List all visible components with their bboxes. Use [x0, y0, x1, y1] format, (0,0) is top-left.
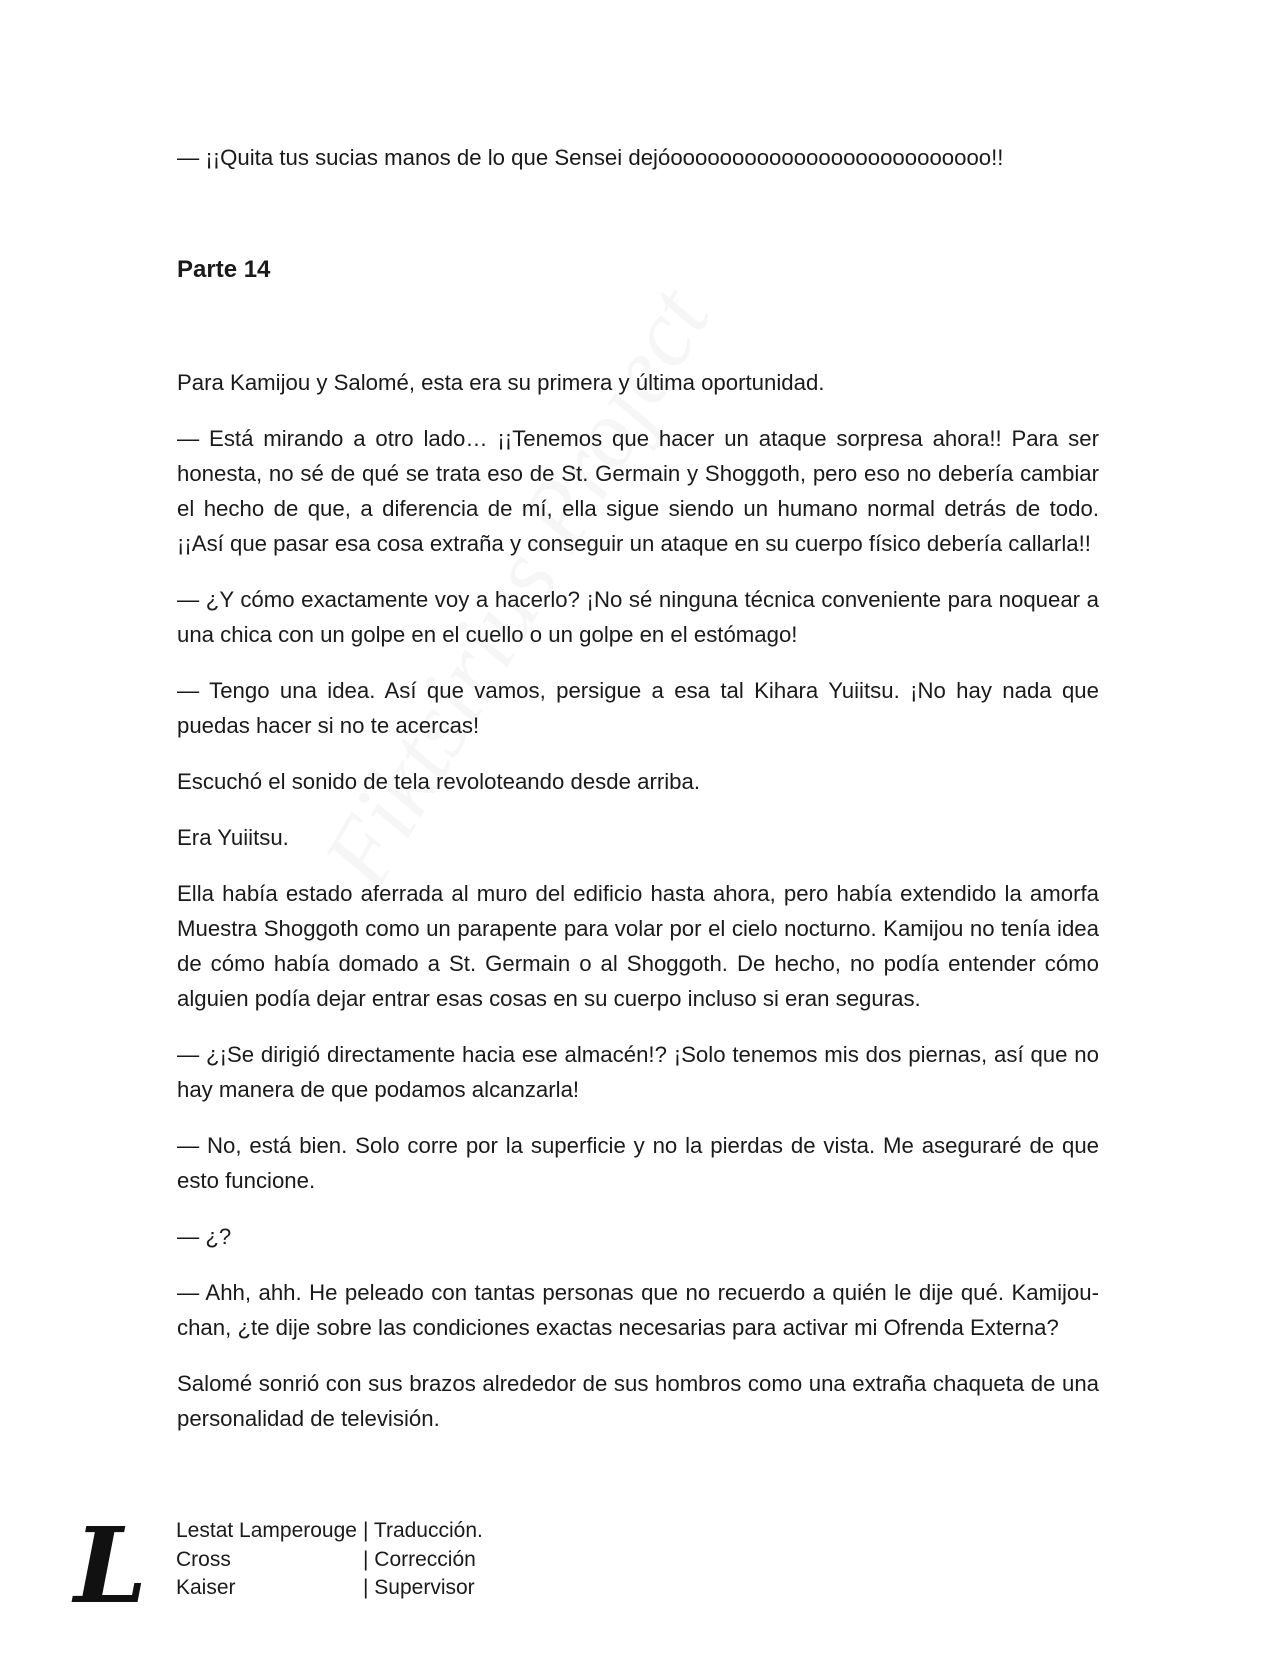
paragraph: Para Kamijou y Salomé, esta era su primera y última oportunidad.: [177, 370, 825, 395]
paragraph: — ¿¡Se dirigió directamente hacia ese almacén!? ¡Solo tenemos mis dos piernas, así que no hay manera de que podamos alcanzarla!: [177, 1042, 1099, 1102]
paragraph: — Está mirando a otro lado… ¡¡Tenemos que hacer un ataque sorpresa ahora!! Para ser honesta, no sé de qué se trata eso de St. Germain y Shoggoth, pero eso no debería cambiar el hecho de que, a diferencia de mí, ella sigue siendo un humano normal detrás de todo. ¡¡Así que pasar esa cosa extraña y conseguir un ataque en su cuerpo físico debería callarla!!: [177, 426, 1099, 556]
paragraph: — ¿Y cómo exactamente voy a hacerlo? ¡No sé ninguna técnica conveniente para noquear a una chica con un golpe en el cuello o un golpe en el estómago!: [177, 587, 1099, 647]
credit-row: [176, 1517, 483, 1546]
credit-name: Kaiser: [176, 1576, 236, 1599]
paragraph: — Tengo una idea. Así que vamos, persigue a esa tal Kihara Yuiitsu. ¡No hay nada que puedas hacer si no te acercas!: [177, 678, 1099, 738]
section-title: Parte 14: [177, 256, 271, 283]
credit-role: | Corrección: [363, 1547, 476, 1571]
paragraph: — ¿?: [177, 1224, 232, 1249]
credits-footer: [74, 1504, 674, 1627]
document-body: [177, 140, 1099, 1457]
paragraph: Era Yuiitsu.: [177, 825, 289, 850]
paragraph: Ella había estado aferrada al muro del edificio hasta ahora, pero había extendido la amorfa Muestra Shoggoth como un parapente para volar por el cielo nocturno. Kamijou no tenía idea de cómo había domado a St. Germain o al Shoggoth. De hecho, no podía entender cómo alguien podía dejar entrar esas cosas en su cuerpo incluso si eran seguras.: [177, 881, 1099, 1011]
credit-name: Cross: [176, 1547, 231, 1571]
paragraph: Escuchó el sonido de tela revoloteando desde arriba.: [177, 769, 700, 794]
credit-row: [176, 1574, 483, 1603]
paragraph: — No, está bien. Solo corre por la superficie y no la pierdas de vista. Me aseguraré de que esto funcione.: [177, 1133, 1099, 1193]
gothic-l-logo: L: [74, 1504, 148, 1627]
paragraph: Salomé sonrió con sus brazos alrededor de sus hombros como una extraña chaqueta de una personalidad de televisión.: [177, 1371, 1099, 1431]
paragraph: — Ahh, ahh. He peleado con tantas personas que no recuerdo a quién le dije qué. Kamijou-chan, ¿te dije sobre las condiciones exactas necesarias para activar mi Ofrenda Externa?: [177, 1280, 1099, 1340]
credit-role: | Traducción.: [363, 1519, 483, 1542]
opening-line: — ¡¡Quita tus sucias manos de lo que Sensei dejóoooooooooooooooooooooooooo!!: [177, 145, 1004, 170]
credit-row: [176, 1546, 483, 1575]
credits-list: [176, 1517, 483, 1603]
credit-name: Lestat Lamperouge: [176, 1519, 357, 1542]
credit-role: | Supervisor: [363, 1576, 475, 1599]
